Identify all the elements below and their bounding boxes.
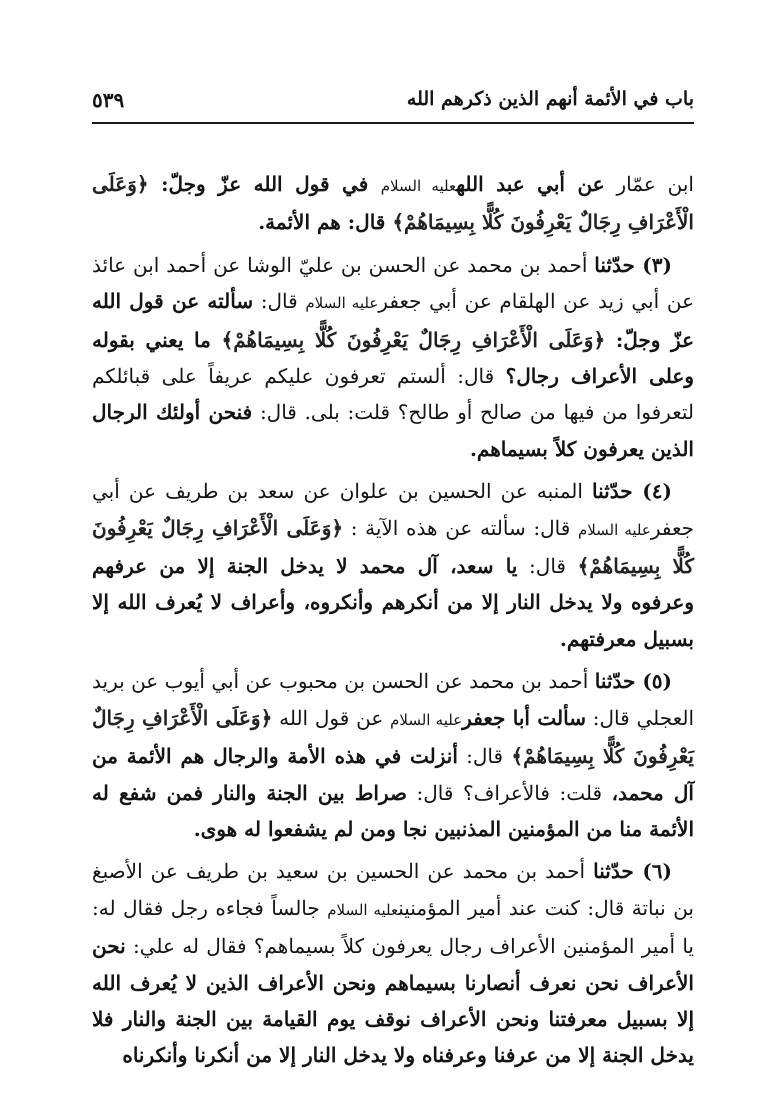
text: قال:	[517, 554, 578, 579]
honorific-glyph: عليه السلام	[390, 710, 463, 729]
page-body	[92, 166, 694, 1080]
running-title: باب في الأئمة أنهم الذين ذكرهم الله	[406, 88, 694, 110]
bold-text: يا سعد، آل محمد لا يدخل الجنة إلا من عرفهم وعرفوه ولا يدخل النار إلا من أنكرهم وأنكروه، وأعراف لا يُعرف الله إلا بسبيل معرفتهم.	[92, 554, 694, 651]
text: قال:	[457, 744, 512, 769]
hadith-5	[92, 663, 694, 847]
hadith-number: (٦) حدّثنا	[593, 859, 672, 884]
bold-text: أنزلت في هذه الأمة والرجال هم الأئمة من آل محمد،	[92, 744, 694, 805]
hadith-number: (٣) حدّثنا	[594, 252, 672, 277]
page-number: ٥٣٩	[92, 88, 125, 112]
hadith-4	[92, 473, 694, 657]
paragraph-continuation	[92, 166, 694, 241]
bold-text: صراط بين الجنة والنار فمن شفع له الأئمة منا من المؤمنين المذنبين نجا ومن لم يشفعوا له هوى.	[92, 780, 694, 841]
quran-verse: ﴿وَعَلَى الْأَعْرَافِ رِجَالٌ يَعْرِفُونَ كُلًّا بِسِيمَاهُمْ﴾	[221, 327, 606, 352]
text: قلت: فالأعراف؟ قال:	[406, 780, 612, 805]
hadith-6	[92, 853, 694, 1073]
quran-verse: ﴿وَعَلَى الْأَعْرَافِ رِجَالٌ يَعْرِفُونَ كُلًّا بِسِيمَاهُمْ﴾	[92, 172, 694, 235]
honorific-glyph: عليه السلام	[577, 520, 651, 539]
text: المنبه عن الحسين بن علوان عن سعد بن طريف عن أبي جعفر	[92, 479, 695, 540]
quran-verse: ﴿وَعَلَى الْأَعْرَافِ رِجَالٌ يَعْرِفُونَ كُلًّا بِسِيمَاهُمْ﴾	[92, 705, 695, 769]
hadith-3	[92, 247, 694, 467]
bold-text: سألته عن قول الله عزّ وجلّ:	[92, 289, 695, 352]
hadith-number: (٤) حدّثنا	[592, 479, 672, 504]
honorific-glyph: عليه السلام	[327, 900, 399, 919]
bold-text: نحن الأعراف نحن نعرف أنصارنا بسيماهم ونحن الأعراف الذين لا يُعرف الله إلا بسبيل معرفتنا ونحن الأعراف نوقف يوم القيامة بين الجنة والنار فلا يدخل الجنة إلا من عرفنا وعرفناه ولا يدخل النار إلا من أنكرنا وأنكرناه	[92, 934, 694, 1068]
quran-verse: ﴿وَعَلَى الْأَعْرَافِ رِجَالٌ يَعْرِفُونَ كُلًّا بِسِيمَاهُمْ﴾	[92, 515, 695, 579]
bold-text: قال: هم الأئمة.	[258, 210, 393, 235]
text: أحمد بن محمد عن الحسن بن محبوب عن أبي أيوب عن بريد العجلي قال:	[92, 669, 695, 730]
text: ابن عمّار	[604, 172, 694, 196]
bold-text: سألت أبا جعفر	[462, 705, 586, 730]
text: قال:	[253, 289, 306, 314]
bold-text: في قول الله عزّ وجلّ:	[148, 172, 381, 196]
honorific-glyph: عليه السلام	[305, 294, 379, 313]
bold-text: عن أبي عبد الله	[456, 172, 605, 196]
text: قال: سألته عن هذه الآية :	[343, 515, 578, 540]
hadith-number: (٥) حدّثنا	[594, 669, 672, 694]
text: جالساً فجاءه رجل فقال له: يا أمير المؤمنين الأعراف رجال يعرفون كلاً بسيماهم؟ فقال له علي:	[92, 895, 694, 959]
text: قال: ألستم تعرفون عليكم عريفاً على قبائلكم لتعرفوا من فيها من صالح أو طالح؟ قلت: بلى. قال:	[92, 364, 694, 425]
honorific-glyph: عليه السلام	[380, 177, 457, 195]
text: عن قول الله	[272, 705, 391, 730]
bold-text: ما يعني بقوله وعلى الأعراف رجال؟	[92, 327, 695, 389]
page-header	[92, 82, 694, 124]
text: أحمد بن محمد عن الحسين بن سعيد بن طريف عن الأصبغ بن نباتة قال: كنت عند أمير المؤمنين	[92, 859, 694, 920]
text: أحمد بن محمد عن الحسن بن عليّ الوشا عن أحمد ابن عائذ عن أبي زيد عن الهلقام عن أبي جعفر	[92, 252, 695, 314]
bold-text: فنحن أولئك الرجال الذين يعرفون كلاً بسيماهم.	[92, 400, 694, 461]
